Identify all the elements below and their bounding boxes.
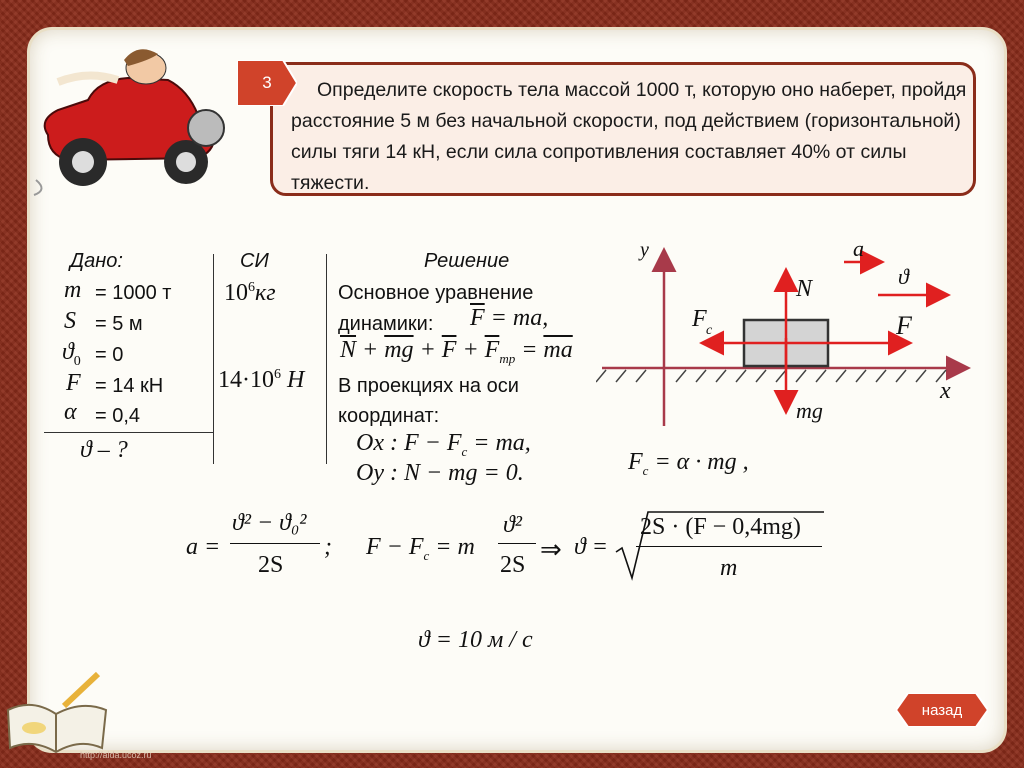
given-value-v0: = 0: [95, 344, 124, 366]
result-lhs: ϑ =: [574, 534, 608, 560]
task-number-badge: [237, 60, 297, 106]
given-value-f: = 14 кН: [95, 375, 164, 397]
root-numerator: 2S · (F − 0,4mg): [640, 514, 801, 540]
si-force: $14\cdot 10^6$ Н: [218, 367, 305, 393]
accel-denominator: 2S: [258, 552, 284, 578]
normal-label: N: [796, 276, 813, 302]
solution-line4: координат:: [338, 405, 440, 427]
solution-line3: В проекциях на оси: [338, 375, 519, 397]
equation-newton-vector: $\overline{F}$ = ma,: [470, 305, 549, 331]
accel-lhs: a =: [186, 534, 221, 560]
equation-forces-vector: $\overline{N} + \overline{mg} + \overline{F} + \overline{F}_{тр} = \overline{ma}$: [340, 337, 573, 366]
root-denominator: m: [720, 555, 738, 581]
given-symbol-m: m: [64, 277, 82, 303]
back-button[interactable]: [896, 693, 988, 727]
root-fraction-bar: [636, 546, 822, 547]
gravity-label: mg: [796, 398, 823, 423]
accel-end: ;: [324, 534, 332, 560]
solution-line1: Основное уравнение: [338, 282, 534, 304]
given-symbol-alpha: α: [64, 399, 77, 425]
given-value-s: = 5 м: [95, 313, 143, 335]
force-diagram: [596, 238, 996, 438]
implies-arrow: ⇒: [540, 534, 562, 564]
newton-numerator: ϑ²: [503, 512, 522, 538]
solution-header: Решение: [424, 250, 510, 272]
footer-url: http://aida.ucoz.ru: [80, 750, 152, 760]
newton-denominator: 2S: [500, 552, 526, 578]
task-number: 3: [262, 73, 272, 92]
column-divider-right: [326, 254, 327, 464]
given-divider: [44, 432, 214, 433]
newton-lhs: $F - F_c = m$: [366, 534, 475, 563]
task-text: Определите скорость тела массой 1000 т, которую оно наберет, пройдя расстояние 5 м без начальной скорости, под действием (горизонтальной) силы тяги 14 кН, если сила сопротивления составляет 40% от силы тяжести.: [291, 79, 967, 194]
given-header: Дано:: [70, 250, 123, 272]
si-mass: $10^6кг$: [224, 280, 276, 306]
axis-x-label: x: [940, 378, 951, 404]
ground-hatch: [596, 370, 946, 382]
final-answer: ϑ = 10 м / с: [418, 627, 533, 653]
given-value-m: = 1000 т: [95, 282, 172, 304]
solution-line2: динамики:: [338, 313, 434, 335]
friction-sub: c: [706, 323, 713, 338]
newton-fraction-bar: [498, 543, 536, 544]
back-button-label[interactable]: назад: [921, 701, 963, 719]
accel-numerator: ϑ² − ϑ₀²: [232, 510, 307, 536]
axis-y-label: y: [640, 239, 649, 261]
given-symbol-s: S: [64, 308, 76, 334]
si-header: СИ: [240, 250, 269, 272]
column-divider-left: [213, 254, 214, 464]
book-illustration: [2, 670, 112, 760]
unknown-label: ϑ – ?: [80, 437, 128, 463]
traction-label: F: [896, 311, 912, 340]
task-box: [270, 62, 976, 196]
equation-ox: Ox : $F - F_c$ = ma,: [356, 430, 531, 459]
vel-label: ϑ: [898, 264, 909, 289]
accel-fraction-bar: [230, 543, 320, 544]
given-symbol-f: F: [66, 370, 81, 396]
friction-formula: $F_c = \alpha$ · mg ,: [628, 449, 749, 478]
given-value-alpha: = 0,4: [95, 405, 141, 427]
friction-label: F: [692, 306, 707, 332]
equation-oy: Oy : N − mg = 0.: [356, 460, 524, 486]
acc-label: a: [853, 238, 864, 261]
given-symbol-v0: $ϑ_0$: [62, 339, 81, 369]
car-illustration: [28, 40, 238, 200]
